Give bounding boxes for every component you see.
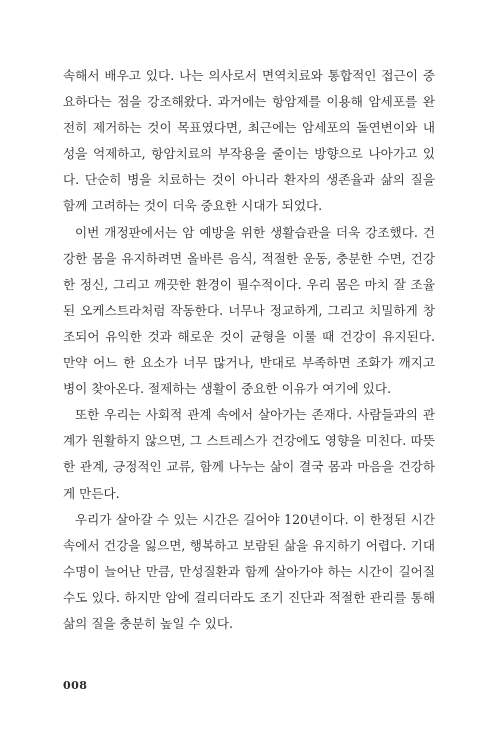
paragraph-2 xyxy=(63,220,435,403)
paragraph-4 xyxy=(63,507,435,637)
page-number: 008 xyxy=(63,679,88,692)
text-line: 이번 개정판에서는 암 예방을 위한 생활습관을 더욱 강조했다. 건 xyxy=(75,224,435,240)
text-line: 강한 몸을 유지하려면 올바른 음식, 적절한 운동, 충분한 수면, 건강 xyxy=(63,250,435,266)
body-text xyxy=(63,63,435,637)
text-line: 만약 어느 한 요소가 너무 많거나, 반대로 부족하면 조화가 깨지고 xyxy=(63,355,435,371)
text-line: 수명이 늘어난 만큼, 만성질환과 함께 살아가야 하는 시간이 길어질 xyxy=(63,563,435,579)
text-line: 성을 억제하고, 항암치료의 부작용을 줄이는 방향으로 나아가고 있 xyxy=(63,146,435,162)
text-line: 속해서 배우고 있다. 나는 의사로서 면역치료와 통합적인 접근이 중 xyxy=(63,68,435,83)
text-line: 함께 고려하는 것이 더욱 중요한 시대가 되었다. xyxy=(63,198,323,214)
text-line: 우리가 살아갈 수 있는 시간은 길어야 120년이다. 이 한정된 시간 xyxy=(75,511,435,527)
text-line: 게 만든다. xyxy=(63,485,120,501)
text-line: 한 정신, 그리고 깨끗한 환경이 필수적이다. 우리 몸은 마치 잘 조율 xyxy=(63,276,435,292)
paragraph-3 xyxy=(63,402,435,506)
text-line: 요하다는 점을 강조해왔다. 과거에는 항암제를 이용해 암세포를 완 xyxy=(63,94,435,110)
text-line: 조되어 유익한 것과 해로운 것이 균형을 이룰 때 건강이 유지된다. xyxy=(63,328,435,344)
text-line: 또한 우리는 사회적 관계 속에서 살아가는 존재다. 사람들과의 관 xyxy=(75,407,435,423)
text-line: 다. 단순히 병을 치료하는 것이 아니라 환자의 생존율과 삶의 질을 xyxy=(63,172,435,188)
text-line: 삶의 질을 충분히 높일 수 있다. xyxy=(63,615,234,631)
text-line: 한 관계, 긍정적인 교류, 함께 나누는 삶이 결국 몸과 마음을 건강하 xyxy=(63,459,435,475)
text-line: 속에서 건강을 잃으면, 행복하고 보람된 삶을 유지하기 어렵다. 기대 xyxy=(63,537,435,553)
text-line: 전히 제거하는 것이 목표였다면, 최근에는 암세포의 돌연변이와 내 xyxy=(63,120,435,136)
text-line: 된 오케스트라처럼 작동한다. 너무나 정교하게, 그리고 치밀하게 창 xyxy=(63,302,435,318)
text-line: 병이 찾아온다. 절제하는 생활이 중요한 이유가 여기에 있다. xyxy=(63,381,392,397)
text-line: 계가 원활하지 않으면, 그 스트레스가 건강에도 영향을 미친다. 따뜻 xyxy=(63,433,435,449)
paragraph-1 xyxy=(63,63,435,220)
text-line: 수도 있다. 하지만 암에 걸리더라도 조기 진단과 적절한 관리를 통해 xyxy=(63,589,435,605)
